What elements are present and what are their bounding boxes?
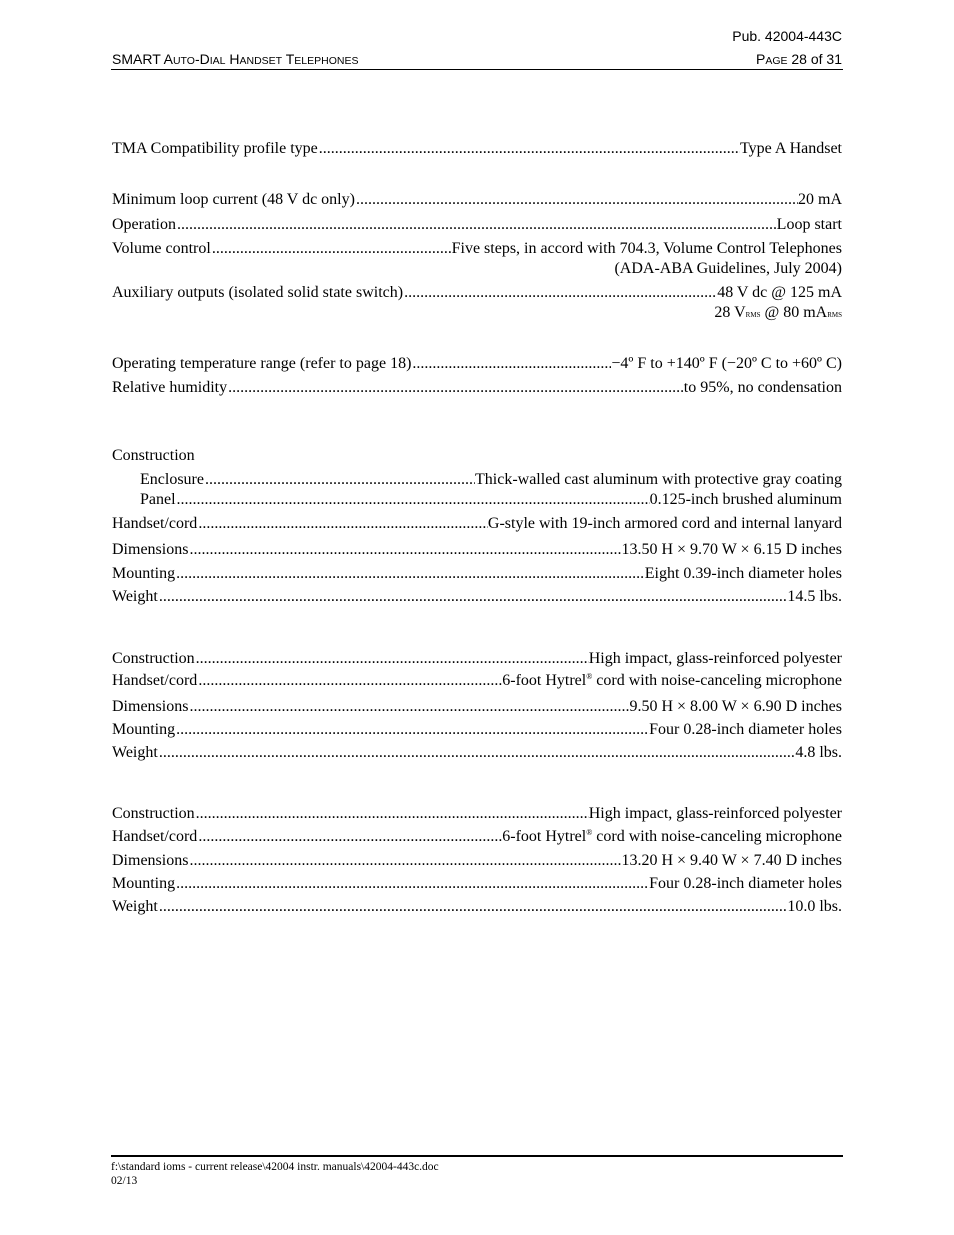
- leader-dots: [188, 540, 621, 560]
- handset-value-part: 6-foot Hytrel: [502, 672, 587, 689]
- spec-value: Type A Handset: [740, 140, 842, 157]
- leader-dots: [318, 139, 740, 159]
- document-title: [112, 51, 358, 69]
- spec-row-aux-outputs: [112, 283, 842, 303]
- spec-value: Eight 0.39-inch diameter holes: [644, 565, 842, 582]
- spec-value: 14.5 lbs.: [787, 588, 842, 605]
- leader-dots: [411, 354, 611, 374]
- leader-dots: [175, 874, 649, 894]
- leader-dots: [158, 897, 788, 917]
- spec-value: −4º F to +140º F (−20º C to +60º C): [611, 355, 842, 372]
- aux-value-part: @ 80 mA: [760, 304, 828, 321]
- spec-label: Handset/cord: [112, 515, 198, 532]
- spec-row-mounting: [112, 564, 842, 584]
- title-part: UTO: [172, 55, 195, 67]
- page-number: [756, 51, 842, 69]
- spec-row-volume: [112, 239, 842, 259]
- handset-value-part: cord with noise-canceling microphone: [592, 672, 842, 689]
- spec-value: High impact, glass-reinforced polyester: [588, 805, 842, 822]
- spec-row-construction: [112, 804, 842, 824]
- spec-label: Construction: [112, 650, 195, 667]
- spec-row-weight: [112, 743, 842, 763]
- spec-label: Weight: [112, 588, 158, 605]
- footer-rule: [111, 1155, 843, 1157]
- title-part: SMART A: [112, 51, 173, 67]
- registered-mark: ®: [586, 828, 593, 837]
- spec-value: Four 0.28-inch diameter holes: [649, 875, 842, 892]
- spec-value: 20 mA: [798, 191, 842, 208]
- spec-row-handset: [112, 827, 842, 847]
- spec-row-handset: [112, 514, 842, 534]
- spec-row-tma: [112, 139, 842, 159]
- spec-row-enclosure: [140, 470, 842, 490]
- spec-label: Enclosure: [140, 471, 204, 488]
- spec-value: [502, 671, 842, 691]
- spec-value: 13.50 H × 9.70 W × 6.15 D inches: [621, 541, 842, 558]
- spec-value: High impact, glass-reinforced polyester: [588, 650, 842, 667]
- spec-label: Dimensions: [112, 698, 189, 715]
- spec-row-loop-current: [112, 190, 842, 210]
- construction-heading: Construction: [112, 447, 195, 464]
- title-part: ANDSET: [239, 55, 283, 67]
- title-part: IAL: [209, 55, 226, 67]
- aux-subscript: RMS: [827, 311, 842, 319]
- spec-value: to 95%, no condensation: [683, 379, 842, 396]
- leader-dots: [204, 470, 475, 490]
- leader-dots: [175, 720, 649, 740]
- leader-dots: [195, 804, 589, 824]
- leader-dots: [188, 697, 629, 717]
- spec-value-continued: [714, 303, 842, 325]
- title-part: -D: [194, 51, 210, 67]
- spec-row-mounting: [112, 874, 842, 894]
- aux-value-part: 28 V: [714, 304, 746, 321]
- spec-row-dimensions: [112, 851, 842, 871]
- leader-dots: [158, 587, 788, 607]
- leader-dots: [197, 827, 502, 847]
- leader-dots: [227, 378, 684, 398]
- footer-date: 02/13: [111, 1175, 138, 1187]
- leader-dots: [211, 239, 452, 259]
- spec-label: Operation: [112, 216, 176, 233]
- spec-label: Relative humidity: [112, 379, 228, 396]
- spec-row-mounting: [112, 720, 842, 740]
- spec-value: Thick-walled cast aluminum with protective gray coating: [475, 471, 842, 488]
- spec-label: Construction: [112, 805, 195, 822]
- handset-value-part: cord with noise-canceling microphone: [592, 828, 842, 845]
- spec-label: Dimensions: [112, 852, 189, 869]
- spec-row-operation: [112, 215, 842, 235]
- registered-mark: ®: [586, 672, 593, 681]
- spec-row-panel: [140, 490, 842, 510]
- leader-dots: [355, 190, 798, 210]
- title-part: ELEPHONES: [294, 55, 359, 67]
- page-part: 28 of 31: [787, 51, 842, 67]
- spec-value: G-style with 19-inch armored cord and internal lanyard: [487, 515, 842, 532]
- spec-row-handset: [112, 671, 842, 691]
- spec-row-weight: [112, 587, 842, 607]
- leader-dots: [197, 514, 488, 534]
- spec-value: Loop start: [776, 216, 842, 233]
- leader-dots: [195, 649, 589, 669]
- handset-value-part: 6-foot Hytrel: [502, 828, 587, 845]
- spec-label: Handset/cord: [112, 672, 198, 689]
- spec-value: 48 V dc @ 125 mA: [717, 284, 842, 301]
- spec-value: 10.0 lbs.: [787, 898, 842, 915]
- spec-label: Mounting: [112, 721, 176, 738]
- page-part: AGE: [765, 55, 788, 67]
- pub-number: Pub. 42004-443C: [732, 28, 842, 44]
- spec-label: Mounting: [112, 565, 176, 582]
- spec-label: Dimensions: [112, 541, 189, 558]
- title-part: T: [282, 51, 295, 67]
- leader-dots: [403, 283, 717, 303]
- spec-row-dimensions: [112, 540, 842, 560]
- spec-label: Panel: [140, 491, 176, 508]
- spec-value: Four 0.28-inch diameter holes: [649, 721, 842, 738]
- spec-row-construction: [112, 649, 842, 669]
- aux-subscript: RMS: [745, 311, 761, 319]
- spec-label: Weight: [112, 898, 158, 915]
- spec-value: 0.125-inch brushed aluminum: [649, 491, 842, 508]
- spec-row-dimensions: [112, 697, 842, 717]
- spec-row-humidity: [112, 378, 842, 398]
- spec-label: Weight: [112, 744, 158, 761]
- spec-value: 9.50 H × 8.00 W × 6.90 D inches: [629, 698, 842, 715]
- header-rule: [111, 69, 843, 70]
- leader-dots: [158, 743, 796, 763]
- leader-dots: [188, 851, 621, 871]
- spec-label: TMA Compatibility profile type: [112, 140, 318, 157]
- spec-row-weight: [112, 897, 842, 917]
- spec-value: [502, 827, 842, 847]
- spec-value: 4.8 lbs.: [795, 744, 842, 761]
- leader-dots: [176, 215, 777, 235]
- leader-dots: [175, 564, 645, 584]
- spec-label: Minimum loop current (48 V dc only): [112, 191, 355, 208]
- spec-label: Mounting: [112, 875, 176, 892]
- spec-label: Auxiliary outputs (isolated solid state switch): [112, 284, 404, 301]
- leader-dots: [197, 671, 502, 691]
- footer-file-path: f:\standard ioms - current release\42004 instr. manuals\42004-443c.doc: [111, 1161, 439, 1173]
- spec-row-temperature: [112, 354, 842, 374]
- spec-label: Handset/cord: [112, 828, 198, 845]
- spec-value: Five steps, in accord with 704.3, Volume Control Telephones: [451, 240, 842, 257]
- spec-label: Operating temperature range (refer to page 18): [112, 355, 412, 372]
- spec-value-continued: (ADA-ABA Guidelines, July 2004): [614, 260, 842, 277]
- leader-dots: [176, 490, 650, 510]
- spec-value: 13.20 H × 9.40 W × 7.40 D inches: [621, 852, 842, 869]
- title-part: H: [225, 51, 240, 67]
- page-part: P: [755, 51, 766, 67]
- spec-label: Volume control: [112, 240, 211, 257]
